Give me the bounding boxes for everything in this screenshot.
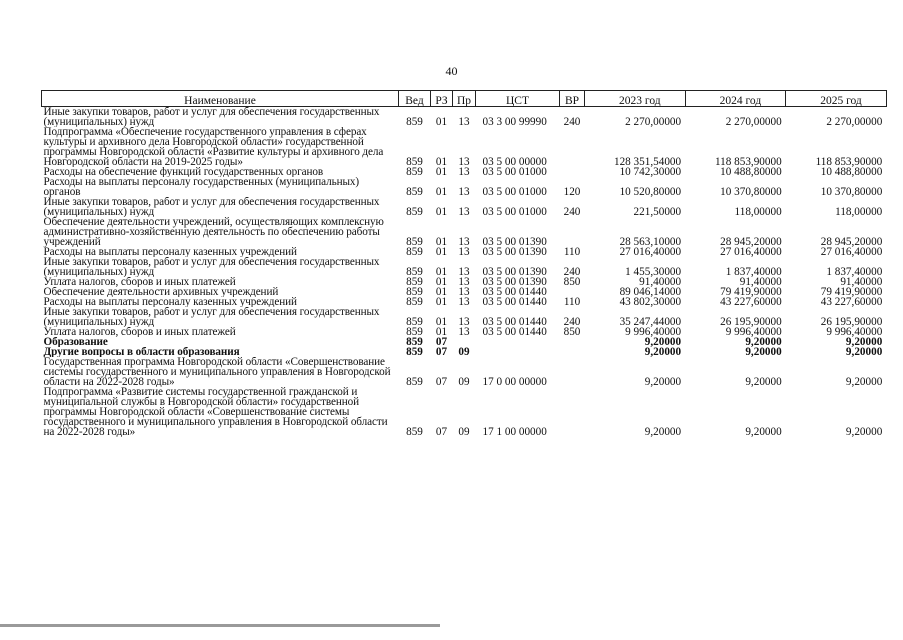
row-value-2024: 9,20000 [745,426,782,437]
row-ved: 859 [406,297,423,307]
row-vr: 120 [563,186,581,197]
row-name: Государственная программа Новгородской области «Совершенствование системы государственного и муниципального управления в Новгородской области на 2022-2028 годы» [43,357,391,387]
row-cst [476,347,560,357]
row-value-2025: 43 227,60000 [820,297,883,307]
row-rz: 01 [435,287,448,297]
row-pr: 13 [458,186,470,197]
header-ved: Вед [399,91,431,107]
header-rz: РЗ [431,91,453,107]
table-row [42,307,887,327]
row-rz: 01 [435,247,448,257]
row-ved: 859 [406,206,423,217]
row-name: Иные закупки товаров, работ и услуг для обеспечения государственных (муниципальных) нужд [43,257,380,277]
row-ved: 859 [406,116,423,127]
row-rz: 07 [435,347,448,357]
row-cst: 03 5 00 01390 [482,266,547,277]
row-rz: 01 [435,156,448,167]
row-vr [560,287,585,297]
row-value-2023: 89 046,14000 [619,287,682,297]
row-rz: 01 [435,186,448,197]
row-value-2025: 1 837,40000 [826,266,883,277]
header-2025: 2025 год [786,91,887,107]
row-name: Иные закупки товаров, работ и услуг для обеспечения государственных (муниципальных) нужд [43,307,380,327]
row-value-2023: 9 996,40000 [625,327,682,337]
table-row [42,167,887,177]
row-value-2025: 91,40000 [840,277,883,287]
row-value-2024: 28 945,20000 [720,236,782,247]
row-value-2024: 118 853,90000 [714,156,782,167]
row-value-2025: 118 853,90000 [815,156,883,167]
row-vr: 850 [563,277,581,287]
scan-edge-rule [0,624,440,627]
table-body [42,107,887,438]
row-vr [560,387,585,437]
row-value-2023: 1 455,30000 [625,266,682,277]
row-value-2023: 28 563,10000 [619,236,682,247]
row-pr: 13 [458,167,470,177]
row-value-2024: 27 016,40000 [720,247,782,257]
table-row [42,297,887,307]
row-name: Образование [43,337,108,347]
header-2023: 2023 год [585,91,686,107]
row-cst: 03 5 00 01000 [482,167,547,177]
table-row [42,197,887,217]
row-pr: 13 [458,236,470,247]
table-row [42,257,887,277]
row-name: Расходы на выплаты персоналу государственных (муниципальных) органов [43,177,360,197]
row-value-2025: 9 996,40000 [826,327,883,337]
row-name: Подпрограмма «Развитие системы государственной гражданской и муниципальной службы в Новгородской области» государственной программы Новгородской области «Совершенствование системы государственного и муниципального управления в Новгородской области на 2022-2028 годы» [43,387,388,437]
row-cst: 03 5 00 01440 [482,297,547,307]
row-ved: 859 [406,337,423,347]
header-vr: ВР [560,91,585,107]
row-vr: 850 [563,327,581,337]
row-value-2025: 9,20000 [845,337,883,347]
row-name: Расходы на обеспечение функций государственных органов [43,167,324,177]
row-ved: 859 [406,287,423,297]
row-rz: 01 [435,236,448,247]
row-vr: 240 [563,116,581,127]
row-value-2025: 2 270,00000 [826,116,883,127]
row-pr: 13 [458,156,470,167]
row-cst: 03 5 00 01440 [482,327,547,337]
row-pr [453,337,476,347]
row-rz: 01 [435,316,448,327]
budget-table [41,90,887,437]
row-rz: 01 [435,297,448,307]
row-pr: 13 [458,287,470,297]
header-pr: Пр [453,91,476,107]
row-pr: 09 [458,347,470,357]
row-cst: 03 5 00 01390 [482,277,547,287]
row-value-2023: 27 016,40000 [619,247,682,257]
row-value-2024: 91,40000 [739,277,782,287]
table-row [42,357,887,387]
row-rz: 01 [435,277,448,287]
row-name: Обеспечение деятельности архивных учреждений [43,287,279,297]
table-row [42,347,887,357]
row-cst: 17 1 00 00000 [482,426,547,437]
row-vr [560,337,585,347]
row-value-2023: 43 802,30000 [619,297,682,307]
row-value-2024: 79 419,90000 [720,287,782,297]
row-value-2023: 9,20000 [644,337,682,347]
row-name: Обеспечение деятельности учреждений, осуществляющих комплексную административно-хозяйственную деятельность по обеспечению работы учреждений [43,217,384,247]
row-value-2024: 118,00000 [734,206,782,217]
row-rz: 01 [435,327,448,337]
row-value-2024: 9,20000 [745,337,782,347]
row-value-2025: 27 016,40000 [820,247,883,257]
row-pr: 13 [458,277,470,287]
row-ved: 859 [406,236,423,247]
row-rz: 01 [435,167,448,177]
row-value-2023: 10 520,80000 [619,186,682,197]
row-value-2025: 79 419,90000 [820,287,883,297]
row-value-2025: 118,00000 [835,206,883,217]
row-rz: 01 [435,116,448,127]
table-row [42,327,887,337]
row-vr [560,347,585,357]
row-ved: 859 [406,156,423,167]
row-value-2023: 9,20000 [644,426,682,437]
row-cst: 17 0 00 00000 [482,376,547,387]
row-rz: 07 [435,376,448,387]
row-ved: 859 [406,277,423,287]
row-pr: 09 [458,376,470,387]
row-ved: 859 [406,247,423,257]
row-rz: 07 [435,426,448,437]
row-value-2023: 91,40000 [639,277,682,287]
row-cst: 03 5 00 01390 [482,236,547,247]
row-rz: 01 [435,266,448,277]
row-ved: 859 [406,186,423,197]
row-value-2023: 10 742,30000 [619,167,682,177]
row-ved: 859 [406,347,423,357]
row-ved: 859 [406,426,423,437]
row-rz: 07 [435,337,448,347]
row-vr [560,167,585,177]
row-vr: 110 [563,297,581,307]
row-name: Иные закупки товаров, работ и услуг для обеспечения государственных (муниципальных) нужд [43,106,380,127]
row-value-2023: 35 247,44000 [619,316,682,327]
table-row [42,387,887,437]
table-row [42,127,887,167]
header-2024: 2024 год [685,91,786,107]
row-cst: 03 5 00 00000 [482,156,547,167]
row-cst: 03 5 00 01000 [482,206,547,217]
row-rz: 01 [435,206,448,217]
row-value-2024: 1 837,40000 [725,266,782,277]
row-value-2025: 10 488,80000 [820,167,883,177]
row-pr: 13 [458,297,470,307]
row-pr: 13 [458,327,470,337]
row-cst: 03 3 00 99990 [482,116,547,127]
row-cst: 03 5 00 01390 [482,247,547,257]
row-ved: 859 [406,376,423,387]
row-value-2024: 9,20000 [745,347,782,357]
row-value-2024: 26 195,90000 [720,316,782,327]
row-cst: 03 5 00 01440 [482,316,547,327]
row-vr [560,357,585,387]
row-value-2025: 9,20000 [845,426,883,437]
row-ved: 859 [406,167,423,177]
row-ved: 859 [406,316,423,327]
row-value-2023: 9,20000 [644,347,682,357]
row-pr: 13 [458,316,470,327]
row-name: Другие вопросы в области образования [43,347,240,357]
row-name: Подпрограмма «Обеспечение государственного управления в сферах культуры и архивного дела Новгородской области» государственной программы Новгородской области «Развитие культуры и архивного дела Новгородской области на 2019-2025 годы» [43,127,384,167]
table-row [42,287,887,297]
row-cst: 03 5 00 01440 [482,287,547,297]
row-pr: 13 [458,116,470,127]
row-vr: 240 [563,266,581,277]
table-row [42,107,887,128]
row-cst: 03 5 00 01000 [482,186,547,197]
row-value-2023: 2 270,00000 [625,116,682,127]
row-ved: 859 [406,327,423,337]
row-value-2023: 128 351,54000 [613,156,682,167]
page-number: 40 [445,64,458,78]
row-value-2025: 10 370,80000 [820,186,883,197]
row-value-2024: 9 996,40000 [725,327,782,337]
row-value-2025: 9,20000 [845,347,883,357]
row-vr: 240 [563,316,581,327]
row-vr [560,217,585,247]
row-pr: 13 [458,247,470,257]
table-row [42,337,887,347]
row-name: Иные закупки товаров, работ и услуг для обеспечения государственных (муниципальных) нужд [43,197,380,217]
row-ved: 859 [406,266,423,277]
row-name: Расходы на выплаты персоналу казенных учреждений [43,297,297,307]
table-row [42,247,887,257]
row-value-2025: 9,20000 [845,376,883,387]
row-name: Уплата налогов, сборов и иных платежей [43,277,236,287]
row-pr: 13 [458,266,470,277]
row-name: Расходы на выплаты персоналу казенных учреждений [43,247,297,257]
row-value-2024: 2 270,00000 [725,116,782,127]
header-cst: ЦСТ [476,91,560,107]
row-vr: 110 [563,247,581,257]
row-vr [560,127,585,167]
row-value-2024: 43 227,60000 [720,297,782,307]
row-value-2025: 26 195,90000 [820,316,883,327]
row-value-2024: 9,20000 [745,376,782,387]
table-row [42,177,887,197]
table-row [42,217,887,247]
table-header [42,91,887,107]
row-value-2024: 10 370,80000 [720,186,782,197]
row-name: Уплата налогов, сборов и иных платежей [43,327,236,337]
row-value-2025: 28 945,20000 [820,236,883,247]
row-pr: 09 [458,426,470,437]
row-value-2023: 221,50000 [633,206,682,217]
table-row [42,277,887,287]
header-name: Наименование [42,91,399,107]
row-cst [476,337,560,347]
row-value-2024: 10 488,80000 [720,167,782,177]
row-vr: 240 [563,206,581,217]
row-value-2023: 9,20000 [644,376,682,387]
row-pr: 13 [458,206,470,217]
